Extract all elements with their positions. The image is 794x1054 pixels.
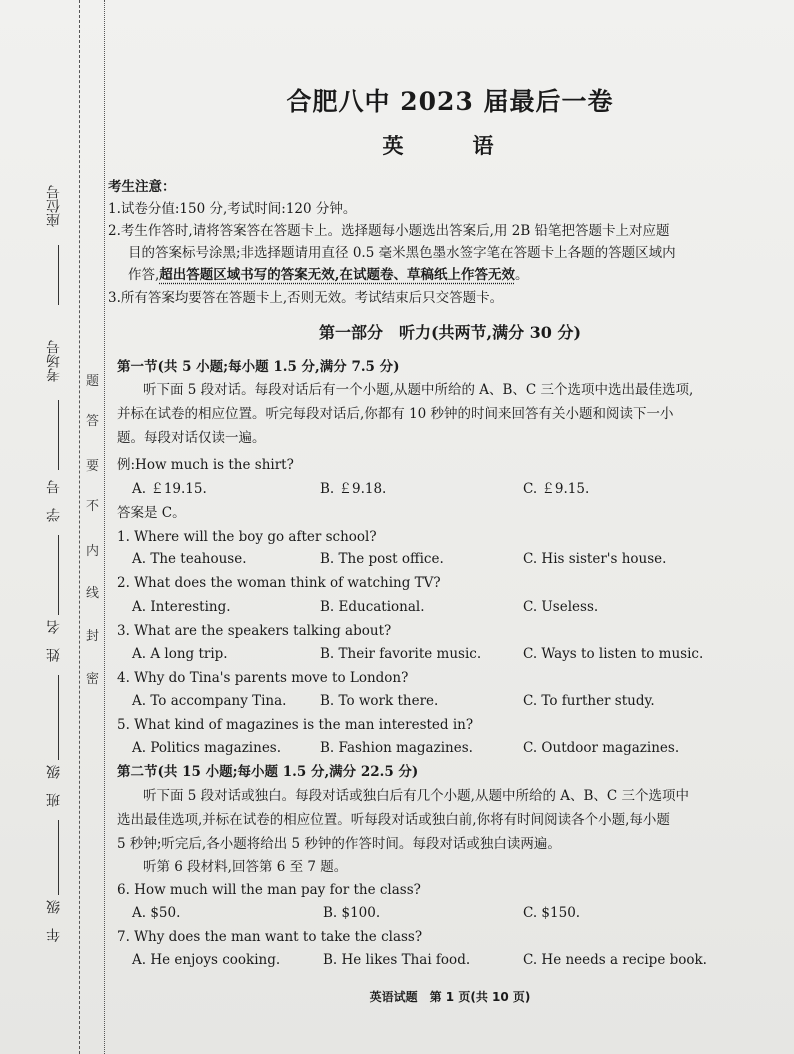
seal-char: 题 bbox=[86, 374, 100, 389]
question-2-option-a: A. Interesting. bbox=[132, 599, 231, 615]
notice-item-2-line-1: 2.考生作答时,请将答案答在答题卡上。选择题每小题选出答案后,用 2B 铅笔把答题卡上对应题 bbox=[108, 223, 670, 239]
example-option-a: A. ￡19.15. bbox=[132, 481, 207, 497]
question-6-option-c: C. $150. bbox=[523, 905, 581, 921]
page-footer: 英语试题 第 1 页(共 10 页) bbox=[369, 990, 531, 1004]
exam-title: 合肥八中 2023 届最后一卷 bbox=[286, 87, 614, 116]
section-1-heading: 第一节(共 5 小题;每小题 1.5 分,满分 7.5 分) bbox=[117, 359, 400, 375]
exam-subject: 英 语 bbox=[382, 133, 518, 158]
seal-char: 线 bbox=[86, 586, 100, 601]
exam-room-field bbox=[58, 400, 59, 470]
grade-label: 年 级 bbox=[46, 900, 62, 942]
name-label: 姓 名 bbox=[46, 620, 62, 662]
notice-text: 。 bbox=[515, 267, 529, 283]
student-id-label: 学 号 bbox=[46, 480, 62, 522]
section-1-instruction: 题。每段对话仅读一遍。 bbox=[117, 430, 266, 446]
question-5-option-a: A. Politics magazines. bbox=[132, 740, 282, 756]
question-7-option-b: B. He likes Thai food. bbox=[323, 952, 471, 968]
section-1-instruction: 并标在试卷的相应位置。听完每段对话后,你都有 10 秒钟的时间来回答有关小题和阅读下一小 bbox=[117, 406, 674, 422]
question-1-option-c: C. His sister's house. bbox=[523, 551, 667, 567]
question-5: 5. What kind of magazines is the man interested in? bbox=[117, 717, 474, 733]
question-4-option-c: C. To further study. bbox=[523, 693, 655, 709]
seat-number-field bbox=[58, 245, 59, 305]
question-6-option-a: A. $50. bbox=[132, 905, 181, 921]
question-4-option-a: A. To accompany Tina. bbox=[132, 693, 287, 709]
section-2-instruction: 选出最佳选项,并标在试卷的相应位置。听每段对话或独白前,你将有时间阅读各个小题,每小题 bbox=[117, 812, 670, 828]
example-option-c: C. ￡9.15. bbox=[523, 481, 590, 497]
notice-emphasis: 超出答题区域书写的答案无效,在试题卷、草稿纸上作答无效 bbox=[159, 267, 515, 283]
question-2-option-b: B. Educational. bbox=[320, 599, 425, 615]
section-2-instruction: 听第 6 段材料,回答第 6 至 7 题。 bbox=[143, 859, 348, 875]
seal-char: 要 bbox=[86, 459, 100, 474]
question-3-option-a: A. A long trip. bbox=[132, 646, 228, 662]
seal-char: 答 bbox=[86, 414, 100, 429]
notice-item-1: 1.试卷分值:150 分,考试时间:120 分钟。 bbox=[108, 201, 357, 217]
notice-item-3: 3.所有答案均要答在答题卡上,否则无效。考试结束后只交答题卡。 bbox=[108, 290, 504, 306]
part-1-title: 第一部分 听力(共两节,满分 30 分) bbox=[318, 323, 582, 342]
section-2-heading: 第二节(共 15 小题;每小题 1.5 分,满分 22.5 分) bbox=[117, 764, 419, 780]
section-1-instruction: 听下面 5 段对话。每段对话后有一个小题,从题中所给的 A、B、C 三个选项中选出最佳选项, bbox=[143, 382, 694, 398]
class-label: 班 级 bbox=[46, 765, 62, 807]
name-field bbox=[58, 675, 59, 760]
question-1: 1. Where will the boy go after school? bbox=[117, 529, 377, 545]
section-2-instruction: 5 秒钟;听完后,各小题将给出 5 秒钟的作答时间。每段对话或独白读两遍。 bbox=[117, 836, 561, 852]
question-2: 2. What does the woman think of watching TV? bbox=[117, 575, 441, 591]
binding-line-outer bbox=[79, 0, 80, 1054]
question-2-option-c: C. Useless. bbox=[523, 599, 599, 615]
seal-char: 内 bbox=[86, 544, 100, 559]
question-6: 6. How much will the man pay for the class? bbox=[117, 882, 421, 898]
question-6-option-b: B. $100. bbox=[323, 905, 381, 921]
binding-line-inner bbox=[104, 0, 105, 1054]
question-3-option-c: C. Ways to listen to music. bbox=[523, 646, 704, 662]
seal-char: 密 bbox=[86, 672, 100, 687]
seal-char: 封 bbox=[86, 629, 100, 644]
question-3-option-b: B. Their favorite music. bbox=[320, 646, 482, 662]
section-2-instruction: 听下面 5 段对话或独白。每段对话或独白后有几个小题,从题中所给的 A、B、C 三个选项中 bbox=[143, 788, 690, 804]
exam-room-label: 考场号 bbox=[46, 340, 62, 382]
question-4-option-b: B. To work there. bbox=[320, 693, 439, 709]
class-field bbox=[58, 820, 59, 895]
notice-text: 作答, bbox=[128, 267, 160, 283]
question-4: 4. Why do Tina's parents move to London? bbox=[117, 670, 409, 686]
seat-number-label: 座位号 bbox=[46, 185, 62, 227]
question-3: 3. What are the speakers talking about? bbox=[117, 623, 392, 639]
question-5-option-b: B. Fashion magazines. bbox=[320, 740, 473, 756]
example-answer: 答案是 C。 bbox=[117, 505, 186, 521]
example-option-b: B. ￡9.18. bbox=[320, 481, 387, 497]
notice-item-2-line-3 bbox=[128, 265, 529, 285]
notice-item-2-line-2: 目的答案标号涂黑;非选择题请用直径 0.5 毫米黑色墨水签字笔在答题卡上各题的答题区域内 bbox=[128, 245, 676, 261]
question-7-option-a: A. He enjoys cooking. bbox=[132, 952, 281, 968]
question-1-option-a: A. The teahouse. bbox=[132, 551, 247, 567]
question-7: 7. Why does the man want to take the class? bbox=[117, 929, 423, 945]
notice-heading: 考生注意： bbox=[108, 179, 176, 195]
seal-char: 不 bbox=[86, 499, 100, 514]
question-5-option-c: C. Outdoor magazines. bbox=[523, 740, 680, 756]
question-7-option-c: C. He needs a recipe book. bbox=[523, 952, 707, 968]
example-question: 例:How much is the shirt? bbox=[117, 457, 294, 473]
question-1-option-b: B. The post office. bbox=[320, 551, 444, 567]
student-id-field bbox=[58, 535, 59, 615]
